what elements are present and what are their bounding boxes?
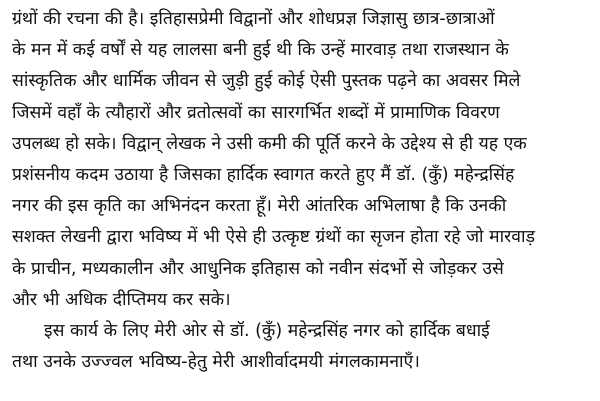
text-line: के मन में कई वर्षों से यह लालसा बनी हुई थी कि उन्हें मारवाड़ तथा राजस्थान के (12, 40, 509, 61)
text-line: प्रशंसनीय कदम उठाया है जिसका हार्दिक स्वागत करते हुए मैं डॉ. (कुँ) महेन्द्रसिंह (12, 164, 515, 185)
text-line: उपलब्ध हो सके। विद्वान् लेखक ने उसी कमी की पूर्ति करने के उद्देश्य से ही यह एक (12, 133, 527, 154)
text-line: तथा उनके उज्ज्वल भविष्य-हेतु मेरी आशीर्वादमयी मंगलकामनाएँ। (12, 352, 420, 373)
paragraph-2 (12, 316, 592, 378)
document-page (12, 4, 592, 378)
text-line: इस कार्य के लिए मेरी ओर से डॉ. (कुँ) महेन्द्रसिंह नगर को हार्दिक बधाई (44, 320, 490, 341)
text-line: जिसमें वहाँ के त्यौहारों और व्रतोत्सवों का सारगर्भित शब्दों में प्रामाणिक विवरण (12, 102, 500, 123)
text-line: सांस्कृतिक और धार्मिक जीवन से जुड़ी हुई कोई ऐसी पुस्तक पढ़ने का अवसर मिले (12, 71, 521, 92)
text-line: नगर की इस कृति का अभिनंदन करता हूँ। मेरी आंतरिक अभिलाषा है कि उनकी (12, 196, 507, 217)
text-line: ग्रंथों की रचना की है। इतिहासप्रेमी विद्वानों और शोधप्रज्ञ जिज्ञासु छात्र-छात्राओं (12, 9, 495, 29)
text-line: सशक्त लेखनी द्वारा भविष्य में भी ऐसे ही उत्कृष्ट ग्रंथों का सृजन होता रहे जो मारवाड़ (12, 227, 535, 248)
text-line: और भी अधिक दीप्तिमय कर सके। (12, 289, 231, 310)
paragraph-1 (12, 4, 592, 316)
text-line: के प्राचीन, मध्यकालीन और आधुनिक इतिहास को नवीन संदर्भो से जोड़कर उसे (12, 258, 504, 279)
